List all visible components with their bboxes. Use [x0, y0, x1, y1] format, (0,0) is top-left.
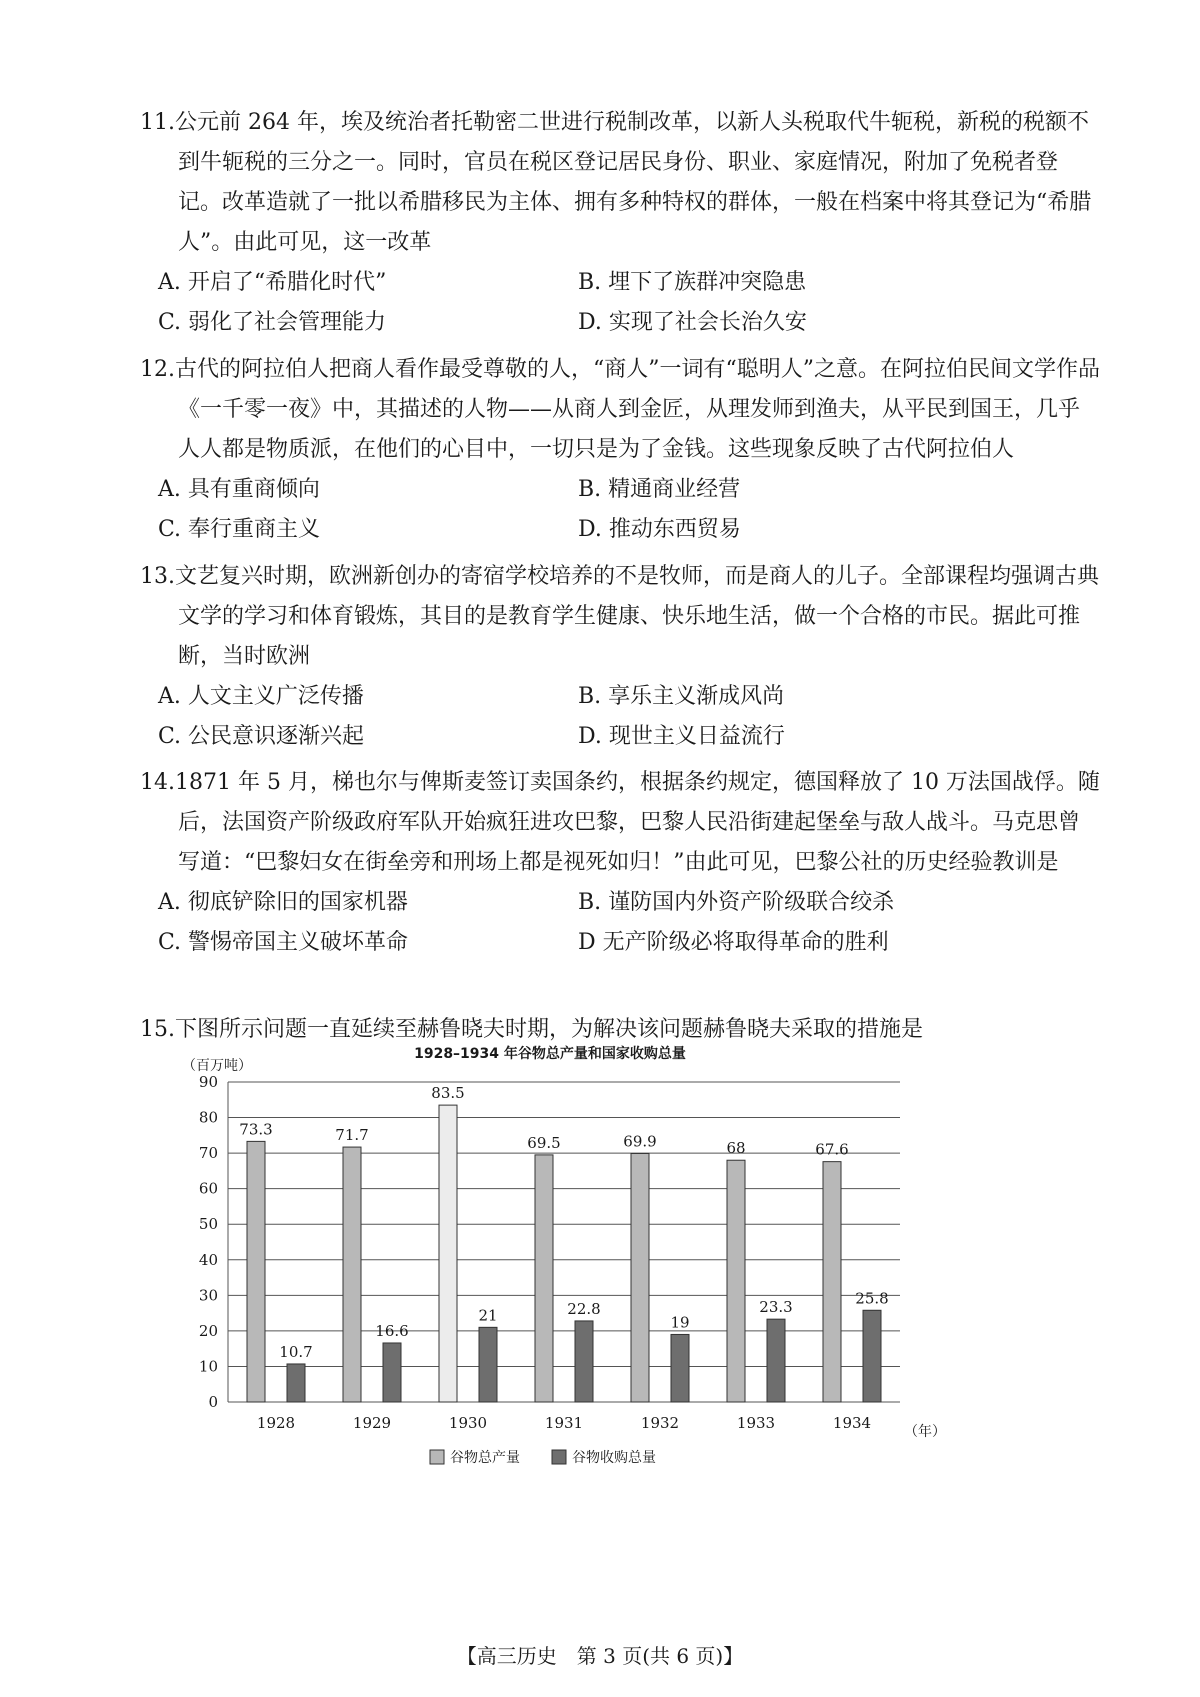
bar-value-label: 69.5: [527, 1133, 561, 1152]
legend-label-procurement: 谷物收购总量: [572, 1450, 656, 1466]
y-tick-label: 20: [198, 1321, 218, 1340]
y-tick-label: 70: [198, 1144, 218, 1163]
y-tick-label: 80: [198, 1108, 218, 1127]
option-a[interactable]: A. 人文主义广泛传播: [158, 684, 364, 709]
x-tick-label: 1931: [544, 1414, 584, 1432]
x-tick-label: 1932: [640, 1414, 680, 1432]
question-12: [140, 350, 1100, 550]
bar-value-label: 10.7: [279, 1342, 313, 1361]
y-tick-label: 50: [198, 1215, 218, 1234]
page-footer: 【高三历史 第 3 页(共 6 页)】: [456, 1644, 744, 1668]
grain-chart: [180, 1040, 1020, 1600]
question-11: [140, 103, 1100, 343]
gridlines: [228, 1082, 900, 1402]
option-b[interactable]: B. 谨防国内外资产阶级联合绞杀: [578, 890, 895, 915]
question-stem: 12.古代的阿拉伯人把商人看作最受尊敬的人，“商人”一词有“聪明人”之意。在阿拉伯民间文学作品《一千零一夜》中，其描述的人物——从商人到金匠，从理发师到渔夫，从平民到国王，几乎人人都是物质派，在他们的心目中，一切只是为了金钱。这些现象反映了古代阿拉伯人: [140, 357, 1100, 462]
bar-total-production: [343, 1147, 361, 1402]
bar-total-production: [535, 1155, 553, 1402]
bar-value-label: 69.9: [623, 1132, 657, 1151]
bar-procurement: [575, 1321, 593, 1402]
options: [158, 470, 1100, 550]
bar-value-label: 16.6: [375, 1321, 409, 1340]
bar-total-production: [631, 1153, 649, 1402]
bar-total-production: [439, 1105, 457, 1402]
bar-total-production: [823, 1162, 841, 1402]
question-13: [140, 557, 1100, 757]
option-c[interactable]: C. 公民意识逐渐兴起: [158, 724, 365, 749]
option-a[interactable]: A. 彻底铲除旧的国家机器: [158, 890, 408, 915]
bar-value-label: 68: [726, 1139, 746, 1158]
bar-procurement: [479, 1327, 497, 1402]
legend-swatch-total: [430, 1450, 444, 1464]
option-c[interactable]: C. 弱化了社会管理能力: [158, 310, 387, 335]
bar-procurement: [671, 1334, 689, 1402]
bar-procurement: [383, 1343, 401, 1402]
question-14: [140, 763, 1100, 963]
options: [158, 677, 1100, 757]
bar-total-production: [727, 1160, 745, 1402]
bar-value-label: 25.8: [855, 1289, 889, 1308]
bar-value-label: 83.5: [431, 1084, 465, 1103]
option-b[interactable]: B. 精通商业经营: [578, 477, 741, 502]
chart-title: 1928–1934 年谷物总产量和国家收购总量: [414, 1046, 686, 1062]
question-stem: 11.公元前 264 年，埃及统治者托勒密二世进行税制改革，以新人头税取代牛轭税，新税的税额不到牛轭税的三分之一。同时，官员在税区登记居民身份、职业、家庭情况，附加了免税者登记。改革造就了一批以希腊移民为主体、拥有多种特权的群体，一般在档案中将其登记为“希腊人”。由此可见，这一改革: [140, 110, 1092, 255]
bar-value-label: 21: [478, 1306, 498, 1325]
y-axis-ticks: [199, 1073, 218, 1411]
bar-procurement: [287, 1364, 305, 1402]
y-tick-label: 10: [198, 1357, 218, 1376]
options: [158, 883, 1100, 963]
y-tick-label: 90: [198, 1073, 218, 1091]
x-tick-label: 1933: [736, 1414, 776, 1432]
y-axis-unit: （百万吨）: [182, 1058, 252, 1074]
option-a[interactable]: A. 开启了“希腊化时代”: [158, 270, 387, 295]
y-tick-label: 60: [198, 1179, 218, 1198]
bar-value-label: 67.6: [815, 1140, 849, 1159]
y-tick-label: 40: [198, 1250, 218, 1269]
x-tick-label: 1929: [352, 1414, 392, 1432]
option-b[interactable]: B. 埋下了族群冲突隐患: [578, 270, 807, 295]
bar-procurement: [767, 1319, 785, 1402]
question-stem: 14.1871 年 5 月，梯也尔与俾斯麦签订卖国条约，根据条约规定，德国释放了 10 万法国战俘。随后，法国资产阶级政府军队开始疯狂进攻巴黎，巴黎人民沿街建起堡垒与敌人战斗。马克思曾写道：“巴黎妇女在街垒旁和刑场上都是视死如归！”由此可见，巴黎公社的历史经验教训是: [140, 770, 1100, 875]
bar-value-label: 71.7: [335, 1126, 369, 1145]
bar-value-label: 22.8: [567, 1299, 601, 1318]
bar-value-label: 73.3: [239, 1120, 273, 1139]
option-c[interactable]: C. 警惕帝国主义破坏革命: [158, 930, 409, 955]
option-b[interactable]: B. 享乐主义渐成风尚: [578, 684, 785, 709]
x-axis-unit: （年）: [904, 1424, 946, 1440]
option-d[interactable]: D. 实现了社会长治久安: [578, 310, 807, 335]
option-c[interactable]: C. 奉行重商主义: [158, 517, 321, 542]
bar-value-label: 23.3: [759, 1298, 793, 1317]
x-tick-label: 1930: [448, 1414, 488, 1432]
legend: [430, 1449, 656, 1466]
option-d[interactable]: D. 现世主义日益流行: [578, 724, 785, 749]
option-d[interactable]: D. 推动东西贸易: [578, 517, 741, 542]
y-tick-label: 0: [208, 1393, 218, 1411]
x-axis-ticks: [257, 1414, 871, 1432]
x-tick-label: 1928: [256, 1414, 296, 1432]
bar-procurement: [863, 1310, 881, 1402]
question-stem: 15.下图所示问题一直延续至赫鲁晓夫时期，为解决该问题赫鲁晓夫采取的措施是: [140, 1017, 923, 1042]
bar-total-production: [247, 1141, 265, 1402]
bar-value-label: 19: [670, 1313, 690, 1332]
chart-svg: [180, 1040, 1020, 1600]
question-stem: 13.文艺复兴时期，欧洲新创办的寄宿学校培养的不是牧师，而是商人的儿子。全部课程均强调古典文学的学习和体育锻炼，其目的是教育学生健康、快乐地生活，做一个合格的市民。据此可推断，当时欧洲: [140, 564, 1099, 669]
legend-swatch-procurement: [552, 1450, 566, 1464]
y-tick-label: 30: [198, 1286, 218, 1305]
option-d[interactable]: D 无产阶级必将取得革命的胜利: [578, 930, 889, 955]
bars: [239, 1084, 888, 1402]
x-tick-label: 1934: [832, 1414, 872, 1432]
options: [158, 263, 1100, 343]
legend-label-total: 谷物总产量: [450, 1450, 520, 1466]
option-a[interactable]: A. 具有重商倾向: [158, 477, 320, 502]
